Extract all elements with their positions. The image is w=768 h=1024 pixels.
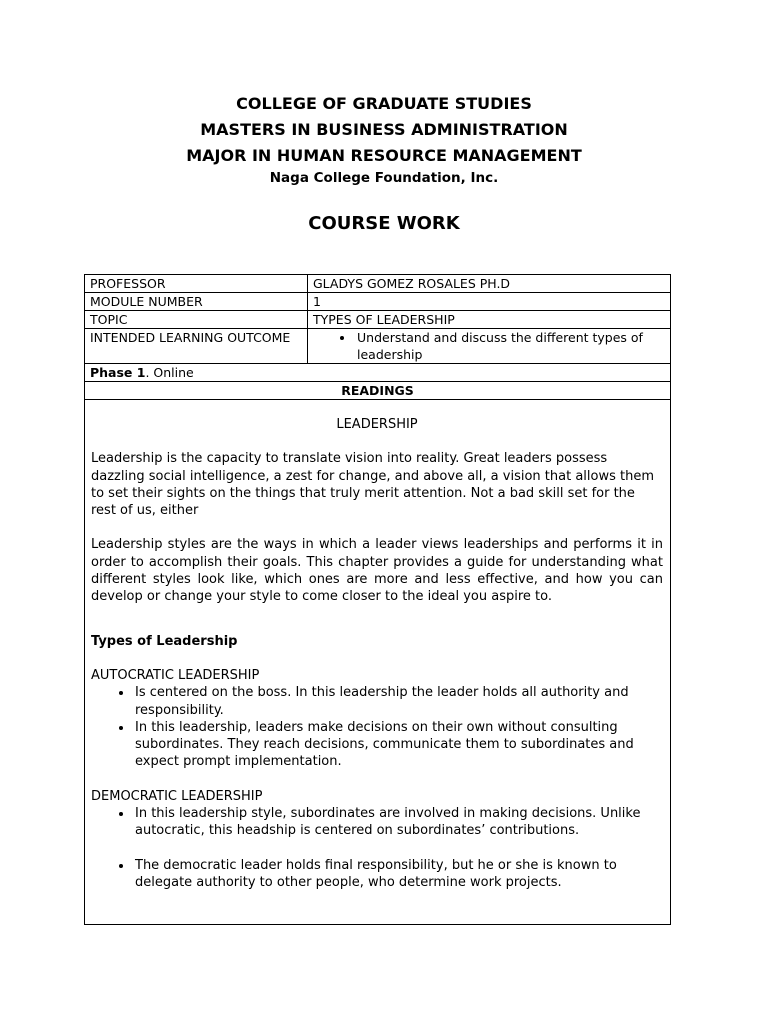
outcome-cell — [308, 329, 671, 364]
autocratic-list — [91, 684, 663, 770]
list-item: • In this leadership, leaders make decisions on their own without consulting subordinates. They reach decisions, communicate them to subordinates and expect prompt implementation. — [133, 719, 663, 771]
course-work-table — [84, 274, 671, 925]
outcome-label: INTENDED LEARNING OUTCOME — [85, 329, 308, 364]
topic-label: TOPIC — [85, 311, 308, 329]
democratic-list — [91, 805, 663, 891]
module-label: MODULE NUMBER — [85, 293, 308, 311]
phase-label: Phase 1 — [90, 365, 146, 380]
topic-value: TYPES OF LEADERSHIP — [308, 311, 671, 329]
paragraph-intro: Leadership is the capacity to translate vision into reality. Great leaders possess dazzling social intelligence, a zest for change, and above all, a vision that allows them to set their sights on the things that truly merit attention. Not a bad skill set for the rest of us, either — [91, 451, 654, 519]
page-title: COURSE WORK — [308, 213, 460, 234]
table-row — [85, 400, 671, 925]
professor-label: PROFESSOR — [85, 275, 308, 293]
phase-mode: . Online — [145, 365, 194, 380]
readings-body — [91, 400, 663, 891]
table-row — [85, 382, 671, 400]
phase-cell — [85, 364, 671, 382]
college-heading: COLLEGE OF GRADUATE STUDIES — [236, 94, 532, 113]
democratic-heading: DEMOCRATIC LEADERSHIP — [91, 788, 263, 804]
paragraph-styles: Leadership styles are the ways in which a leader views leaderships and performs it in order to accomplish their goals. This chapter provides a guide for understanding what different styles look like, which ones are more and less effective, and how you can develop or change your style to come closer to the ideal you aspire to. — [91, 537, 663, 605]
program-heading: MASTERS IN BUSINESS ADMINISTRATION — [200, 120, 568, 139]
list-item: • The democratic leader holds final responsibility, but he or she is known to delegate authority to other people, who determine work projects. — [133, 857, 663, 892]
readings-cell — [85, 400, 671, 925]
institution-name: Naga College Foundation, Inc. — [269, 170, 499, 186]
table-row — [85, 275, 671, 293]
types-heading: Types of Leadership — [91, 633, 238, 649]
module-value: 1 — [308, 293, 671, 311]
professor-value: GLADYS GOMEZ ROSALES PH.D — [308, 275, 671, 293]
list-item: • In this leadership style, subordinates are involved in making decisions. Unlike autocratic, this headship is centered on subordinates’ contributions. — [133, 805, 663, 840]
list-item: • Is centered on the boss. In this leadership the leader holds all authority and responsibility. — [133, 684, 663, 719]
table-row — [85, 364, 671, 382]
table-row — [85, 293, 671, 311]
outcome-list — [313, 329, 665, 363]
section-title: LEADERSHIP — [336, 417, 418, 432]
table-row — [85, 329, 671, 364]
outcome-value: • Understand and discuss the different types of leadership — [355, 329, 665, 363]
autocratic-heading: AUTOCRATIC LEADERSHIP — [91, 667, 260, 683]
table-row — [85, 311, 671, 329]
major-heading: MAJOR IN HUMAN RESOURCE MANAGEMENT — [186, 146, 582, 165]
readings-label: READINGS — [85, 382, 671, 400]
